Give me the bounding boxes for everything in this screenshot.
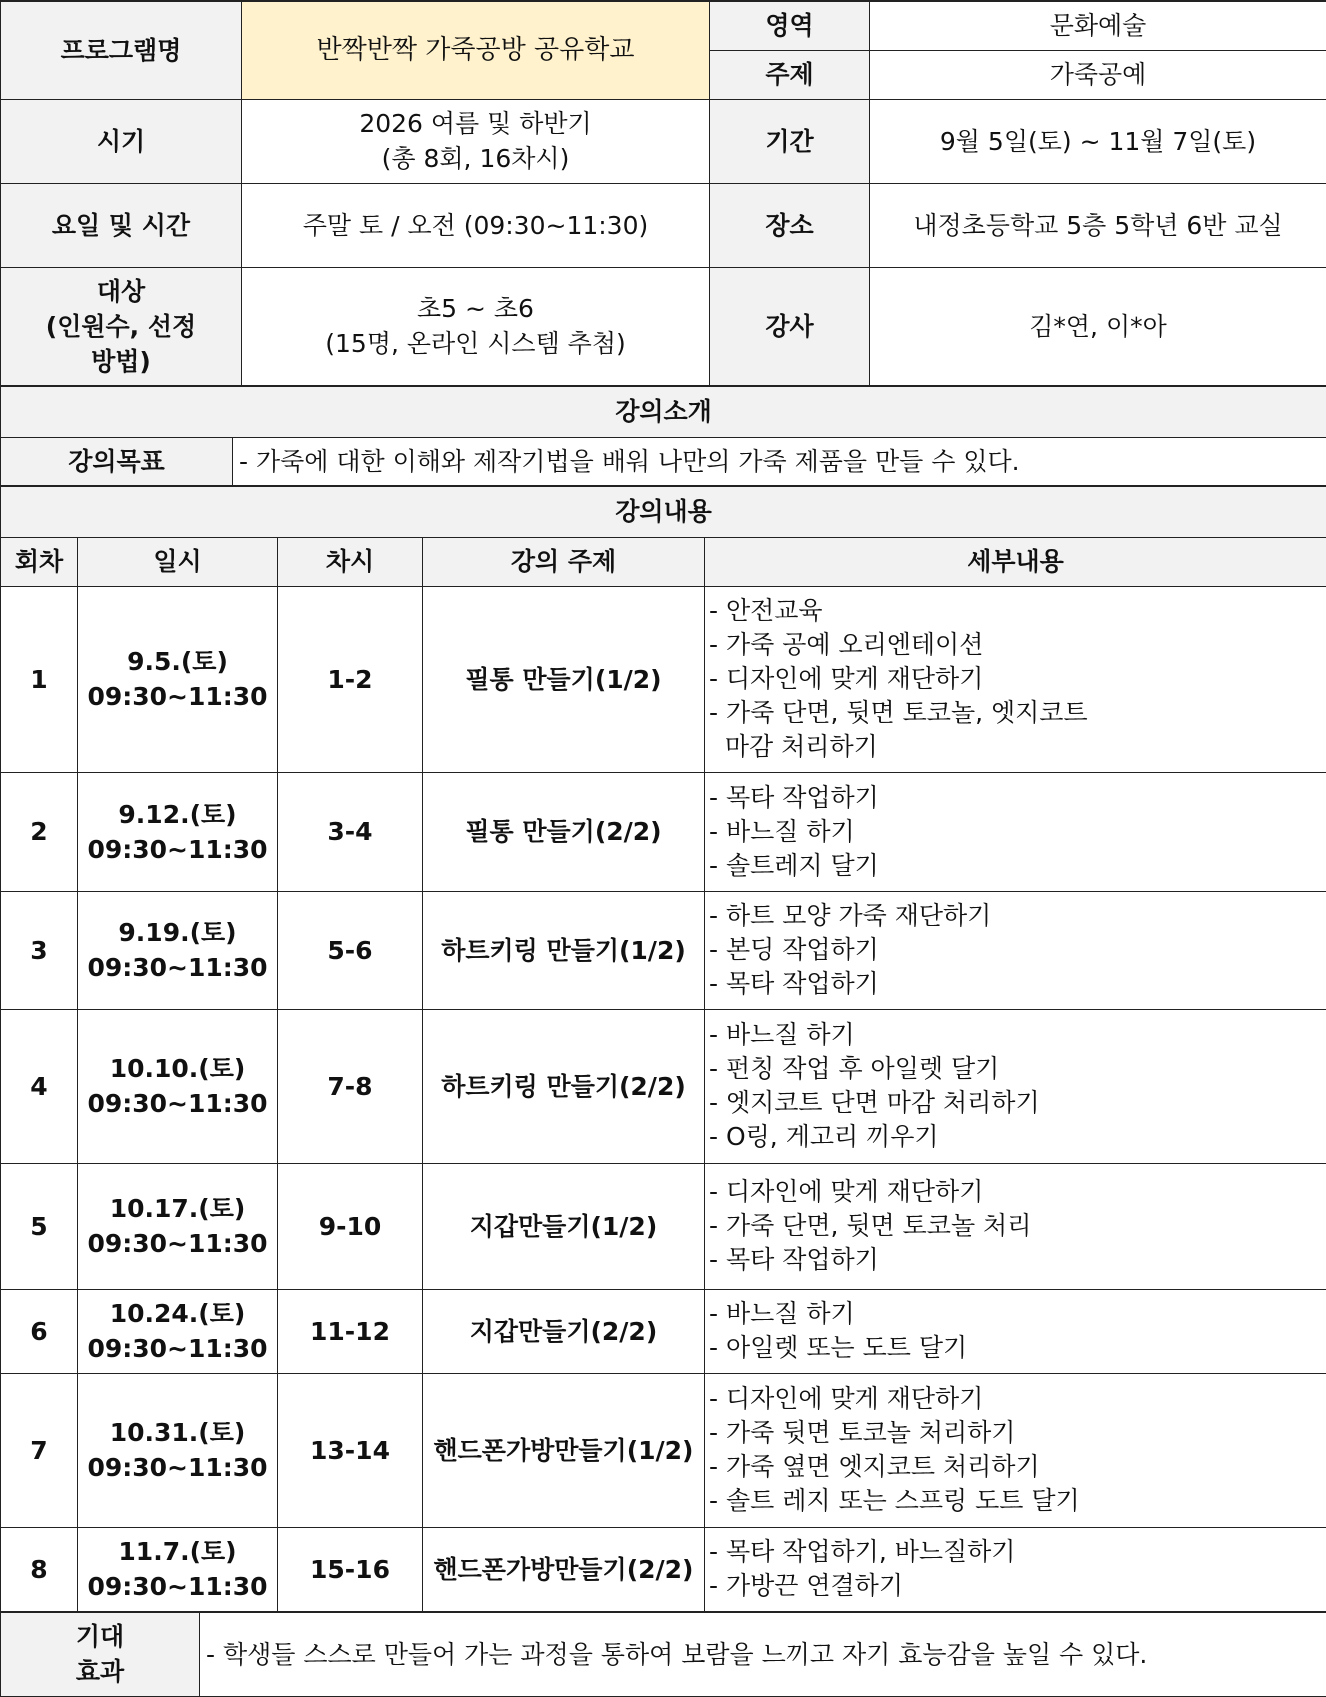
- detail-line: - 솔트레지 달기: [709, 849, 1326, 883]
- session-number: 7: [1, 1373, 78, 1527]
- session-details: [705, 891, 1326, 1009]
- session-datetime: [78, 772, 278, 891]
- detail-line: 마감 처리하기: [709, 730, 1326, 764]
- session-topic: 핸드폰가방만들기(2/2): [423, 1527, 705, 1611]
- session-number: 4: [1, 1009, 78, 1163]
- session-period: 11-12: [278, 1289, 423, 1373]
- session-period: 5-6: [278, 891, 423, 1009]
- session-row: [1, 1289, 1326, 1373]
- day-time-label: 요일 및 시간: [1, 183, 242, 267]
- detail-line: - 바느질 하기: [709, 1297, 1326, 1331]
- session-period: 13-14: [278, 1373, 423, 1527]
- session-date: 10.31.(토): [78, 1415, 277, 1450]
- header-details: 세부내용: [705, 537, 1326, 586]
- session-datetime: [78, 1289, 278, 1373]
- detail-line: - 가죽 단면, 뒷면 토코놀 처리: [709, 1209, 1326, 1243]
- session-date: 10.17.(토): [78, 1191, 277, 1226]
- detail-line: - 하트 모양 가죽 재단하기: [709, 899, 1326, 933]
- detail-line: - 바느질 하기: [709, 815, 1326, 849]
- session-row: [1, 1009, 1326, 1163]
- session-period: 1-2: [278, 586, 423, 772]
- session-details: [705, 1373, 1326, 1527]
- session-time: 09:30~11:30: [78, 1226, 277, 1261]
- target-value: 초5 ~ 초6 (15명, 온라인 시스템 추첨): [242, 267, 710, 385]
- session-time: 09:30~11:30: [78, 950, 277, 985]
- session-number: 2: [1, 772, 78, 891]
- detail-line: - 디자인에 맞게 재단하기: [709, 662, 1326, 696]
- header-date: 일시: [78, 537, 278, 586]
- session-row: [1, 772, 1326, 891]
- topic-value: 가죽공예: [870, 50, 1326, 99]
- period-value: 2026 여름 및 하반기 (총 8회, 16차시): [242, 99, 710, 183]
- session-time: 09:30~11:30: [78, 1086, 277, 1121]
- area-value: 문화예술: [870, 1, 1326, 50]
- session-date: 9.12.(토): [78, 797, 277, 832]
- session-date: 9.19.(토): [78, 915, 277, 950]
- session-datetime: [78, 1373, 278, 1527]
- session-period: 15-16: [278, 1527, 423, 1611]
- area-label: 영역: [710, 1, 870, 50]
- session-row: [1, 891, 1326, 1009]
- session-details: [705, 1009, 1326, 1163]
- lecture-goal-value: - 가죽에 대한 이해와 제작기법을 배워 나만의 가죽 제품을 만들 수 있다.: [233, 437, 1326, 485]
- session-date: 9.5.(토): [78, 644, 277, 679]
- session-topic: 필통 만들기(1/2): [423, 586, 705, 772]
- session-period: 9-10: [278, 1163, 423, 1289]
- session-topic: 하트키링 만들기(2/2): [423, 1009, 705, 1163]
- session-period: 7-8: [278, 1009, 423, 1163]
- detail-line: - 펀칭 작업 후 아일렛 달기: [709, 1052, 1326, 1086]
- session-topic: 핸드폰가방만들기(1/2): [423, 1373, 705, 1527]
- detail-line: - 가죽 뒷면 토코놀 처리하기: [709, 1416, 1326, 1450]
- detail-line: - 목타 작업하기: [709, 781, 1326, 815]
- session-details: [705, 586, 1326, 772]
- session-row: [1, 1373, 1326, 1527]
- expected-effect-value: - 학생들 스스로 만들어 가는 과정을 통하여 보람을 느끼고 자기 효능감을 높일 수 있다.: [200, 1612, 1326, 1696]
- program-name-value: 반짝반짝 가죽공방 공유학교: [242, 1, 710, 99]
- header-period: 차시: [278, 537, 423, 586]
- place-value: 내정초등학교 5층 5학년 6반 교실: [870, 183, 1326, 267]
- session-number: 5: [1, 1163, 78, 1289]
- detail-line: - O링, 게고리 끼우기: [709, 1120, 1326, 1154]
- session-topic: 하트키링 만들기(1/2): [423, 891, 705, 1009]
- content-rows: [1, 586, 1326, 1611]
- session-details: [705, 1289, 1326, 1373]
- expected-effect-label: 기대 효과: [1, 1612, 200, 1696]
- session-number: 8: [1, 1527, 78, 1611]
- session-datetime: [78, 1009, 278, 1163]
- detail-line: - 엣지코트 단면 마감 처리하기: [709, 1086, 1326, 1120]
- session-time: 09:30~11:30: [78, 1450, 277, 1485]
- session-period: 3-4: [278, 772, 423, 891]
- duration-value: 9월 5일(토) ~ 11월 7일(토): [870, 99, 1326, 183]
- session-datetime: [78, 586, 278, 772]
- lecture-content-title: 강의내용: [1, 486, 1326, 537]
- expected-effect-table: [0, 1612, 1326, 1697]
- detail-line: - 가죽 공예 오리엔테이션: [709, 628, 1326, 662]
- session-number: 1: [1, 586, 78, 772]
- day-time-value: 주말 토 / 오전 (09:30~11:30): [242, 183, 710, 267]
- duration-label: 기간: [710, 99, 870, 183]
- detail-line: - 목타 작업하기, 바느질하기: [709, 1535, 1326, 1569]
- detail-line: - 디자인에 맞게 재단하기: [709, 1382, 1326, 1416]
- session-datetime: [78, 1163, 278, 1289]
- session-topic: 필통 만들기(2/2): [423, 772, 705, 891]
- session-datetime: [78, 891, 278, 1009]
- instructor-label: 강사: [710, 267, 870, 385]
- detail-line: - 목타 작업하기: [709, 1243, 1326, 1277]
- session-time: 09:30~11:30: [78, 832, 277, 867]
- session-details: [705, 772, 1326, 891]
- detail-line: - 본딩 작업하기: [709, 933, 1326, 967]
- header-topic: 강의 주제: [423, 537, 705, 586]
- session-datetime: [78, 1527, 278, 1611]
- period-label: 시기: [1, 99, 242, 183]
- session-time: 09:30~11:30: [78, 1569, 277, 1604]
- session-details: [705, 1163, 1326, 1289]
- session-date: 10.24.(토): [78, 1296, 277, 1331]
- lecture-intro-table: [0, 386, 1326, 486]
- detail-line: - 가죽 단면, 뒷면 토코놀, 엣지코트: [709, 696, 1326, 730]
- session-topic: 지갑만들기(1/2): [423, 1163, 705, 1289]
- session-topic: 지갑만들기(2/2): [423, 1289, 705, 1373]
- session-number: 6: [1, 1289, 78, 1373]
- detail-line: - 안전교육: [709, 594, 1326, 628]
- program-name-label: 프로그램명: [1, 1, 242, 99]
- detail-line: - 솔트 레지 또는 스프링 도트 달기: [709, 1484, 1326, 1518]
- lecture-goal-label: 강의목표: [1, 437, 233, 485]
- session-time: 09:30~11:30: [78, 679, 277, 714]
- instructor-value: 김*연, 이*아: [870, 267, 1326, 385]
- session-date: 11.7.(토): [78, 1534, 277, 1569]
- target-label: 대상 (인원수, 선정 방법): [1, 267, 242, 385]
- session-date: 10.10.(토): [78, 1051, 277, 1086]
- session-number: 3: [1, 891, 78, 1009]
- place-label: 장소: [710, 183, 870, 267]
- session-details: [705, 1527, 1326, 1611]
- session-row: [1, 1527, 1326, 1611]
- header-session: 회차: [1, 537, 78, 586]
- detail-line: - 아일렛 또는 도트 달기: [709, 1331, 1326, 1365]
- program-info-table: [0, 0, 1326, 386]
- detail-line: - 바느질 하기: [709, 1018, 1326, 1052]
- detail-line: - 디자인에 맞게 재단하기: [709, 1175, 1326, 1209]
- session-time: 09:30~11:30: [78, 1331, 277, 1366]
- detail-line: - 가죽 옆면 엣지코트 처리하기: [709, 1450, 1326, 1484]
- detail-line: - 가방끈 연결하기: [709, 1569, 1326, 1603]
- content-header-row: [1, 537, 1326, 586]
- lecture-content-table: [0, 486, 1326, 1612]
- session-row: [1, 586, 1326, 772]
- topic-label: 주제: [710, 50, 870, 99]
- session-row: [1, 1163, 1326, 1289]
- detail-line: - 목타 작업하기: [709, 967, 1326, 1001]
- lecture-intro-title: 강의소개: [1, 386, 1326, 437]
